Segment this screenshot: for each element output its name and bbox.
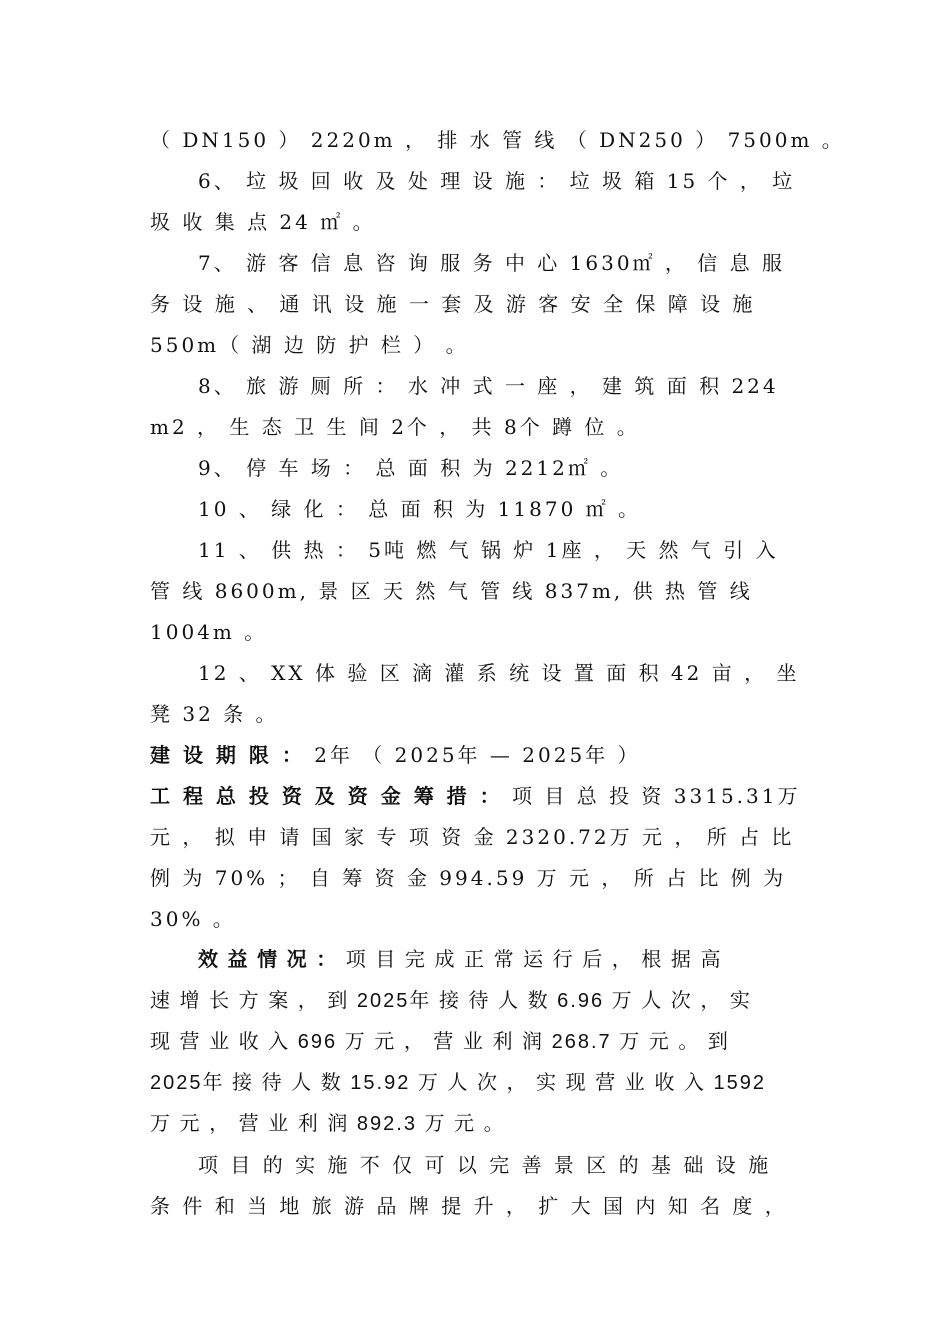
line-text: 30% 。 [150, 907, 236, 931]
line-text: 速 增 长 方 案 ， 到 2025年 接 待 人 数 6.96 万 人 次 ， 实 [150, 990, 752, 1012]
line-text: 例 为 70% ； 自 筹 资 金 994.59 万 元 ， 所 占 比 例 为 [150, 866, 787, 890]
text-line [198, 165, 800, 197]
line-text: 6、 垃 圾 回 收 及 处 理 设 施 ： 垃 圾 箱 15 个 ， 垃 [198, 169, 796, 193]
text-line [150, 288, 800, 320]
text-line [198, 1149, 800, 1181]
line-text: 11 、 供 热 ： 5吨 燃 气 锅 炉 1座 ， 天 然 气 引 入 [198, 538, 779, 562]
text-line [150, 575, 800, 607]
text-line [198, 534, 800, 566]
line-text: 项 目 的 实 施 不 仅 可 以 完 善 景 区 的 基 础 设 施 [198, 1153, 772, 1177]
text-line [150, 329, 800, 361]
section-label: 效 益 情 况 ： [198, 949, 339, 971]
line-text: 万 元 ， 营 业 利 润 892.3 万 元 。 [150, 1113, 506, 1135]
line-text: 9、 停 车 场 ： 总 面 积 为 2212㎡ 。 [198, 456, 624, 480]
line-text: （ DN150 ） 2220m ， 排 水 管 线 （ DN250 ） 7500m 。 [150, 128, 845, 152]
text-line [198, 247, 800, 279]
text-line [150, 862, 800, 894]
line-text: 务 设 施 、 通 讯 设 施 一 套 及 游 客 安 全 保 障 设 施 [150, 292, 756, 316]
section-label: 工 程 总 投 资 及 资 金 筹 措 ： [150, 784, 503, 808]
line-text: 管 线 8600m, 景 区 天 然 气 管 线 837m, 供 热 管 线 [150, 579, 753, 603]
text-line [150, 206, 800, 238]
text-line [150, 1026, 800, 1058]
line-text: 项 目 总 投 资 3315.31万 [502, 784, 801, 808]
text-line [150, 985, 800, 1017]
text-line [198, 370, 800, 402]
text-line [150, 616, 800, 648]
line-text: 凳 32 条 。 [150, 702, 279, 726]
text-line [150, 1108, 800, 1140]
line-text: 元 ， 拟 申 请 国 家 专 项 资 金 2320.72万 元 ， 所 占 比 [150, 825, 795, 849]
text-line [150, 411, 800, 443]
text-line [198, 493, 800, 525]
text-line [150, 124, 845, 156]
benefit-line [198, 944, 800, 976]
text-line [198, 452, 800, 484]
text-line [198, 657, 800, 689]
line-text: 7、 游 客 信 息 咨 询 服 务 中 心 1630㎡ ， 信 息 服 [198, 251, 785, 275]
line-text: 10 、 绿 化 ： 总 面 积 为 11870 ㎡ 。 [198, 497, 642, 521]
line-text: 550m（ 湖 边 防 护 栏 ） 。 [150, 333, 469, 357]
text-line [150, 1067, 800, 1099]
construction-period-line [150, 739, 800, 771]
line-text: 圾 收 集 点 24 ㎡ 。 [150, 210, 376, 234]
line-text: 现 营 业 收 入 696 万 元 ， 营 业 利 润 268.7 万 元 。 到 [150, 1031, 730, 1053]
line-text: 2025年 接 待 人 数 15.92 万 人 次 ， 实 现 营 业 收 入 1592 [150, 1072, 766, 1094]
line-text: 2年 （ 2025年 — 2025年 ） [304, 743, 641, 767]
text-line [150, 698, 800, 730]
line-text: 项 目 完 成 正 常 运 行 后 ， 根 据 高 [338, 949, 723, 971]
line-text: 12 、 XX 体 验 区 滴 灌 系 统 设 置 面 积 42 亩 ， 坐 [198, 661, 800, 685]
investment-line [150, 780, 800, 812]
text-line [150, 903, 800, 935]
line-text: 条 件 和 当 地 旅 游 品 牌 提 升 ， 扩 大 国 内 知 名 度 ， [150, 1194, 788, 1218]
text-line [150, 821, 800, 853]
text-line [150, 1190, 800, 1222]
line-text: m2 ， 生 态 卫 生 间 2个 ， 共 8个 蹲 位 。 [150, 415, 640, 439]
line-text: 8、 旅 游 厕 所 ： 水 冲 式 一 座 ， 建 筑 面 积 224 [198, 374, 779, 398]
section-label: 建 设 期 限 ： [150, 743, 305, 767]
line-text: 1004m 。 [150, 620, 268, 644]
